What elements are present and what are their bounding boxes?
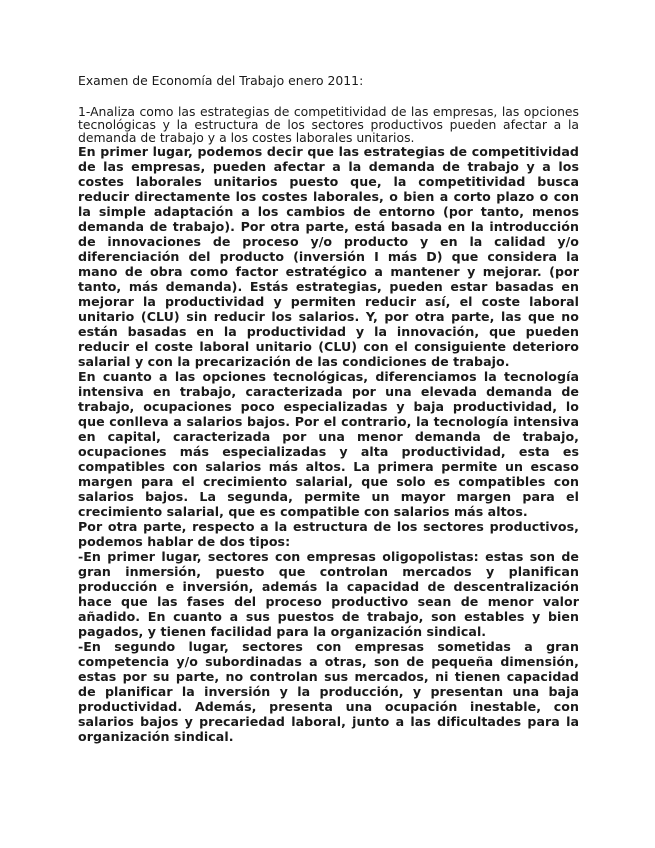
exam-question: 1-Analiza como las estrategias de competitividad de las empresas, las opciones tecnológicas y la estructura de los sectores productivos pueden afectar a la demanda de trabajo y a los costes laborales unitarios. [78,104,579,145]
answer-paragraph-technology: En cuanto a las opciones tecnológicas, diferenciamos la tecnología intensiva en trabajo, caracterizada por una elevada demanda de trabajo, ocupaciones poco especializadas y baja productividad, lo que conlleva a salarios bajos. Por el contrario, la tecnología intensiva en capital, caracterizada por una menor demanda de trabajo, ocupaciones más especializadas y alta productividad, esta es compatibles con salarios más altos. La primera permite un escaso margen para el crecimiento salarial, que solo es compatibles con salarios bajos. La segunda, permite un mayor margen para el crecimiento salarial, que es compatible con salarios más altos. [78,369,579,519]
answer-paragraph-strategies: En primer lugar, podemos decir que las estrategias de competitividad de las empresas, pueden afectar a la demanda de trabajo y a los costes laborales unitarios puesto que, la competitividad busca reducir directamente los costes laborales, o bien a corto plazo o con la simple adaptación a los cambios de entorno (por tanto, menos demanda de trabajo). Por otra parte, está basada en la introducción de innovaciones de proceso y/o producto y en la calidad y/o diferenciación del producto (inversión I más D) que considera la mano de obra como factor estratégico a mantener y mejorar. (por tanto, más demanda). Estás estrategias, pueden estar basadas en mejorar la productividad y permiten reducir así, el coste laboral unitario (CLU) sin reducir los salarios. Y, por otra parte, las que no están basadas en la productividad y la innovación, que pueden reducir el coste laboral unitario (CLU) con el consiguiente deterioro salarial y con la precarización de las condiciones de trabajo. [78,144,579,369]
answer-body [78,144,579,744]
document-page [78,73,579,744]
answer-paragraph-competitive: -En segundo lugar, sectores con empresas sometidas a gran competencia y/o subordinadas a otras, son de pequeña dimensión, estas por su parte, no controlan sus mercados, ni tienen capacidad de planificar la inversión y la producción, y presentan una baja productividad. Además, presenta una ocupación inestable, con salarios bajos y precariedad laboral, junto a las dificultades para la organización sindical. [78,639,579,744]
exam-title: Examen de Economía del Trabajo enero 2011: [78,73,364,88]
answer-paragraph-sectors-intro: Por otra parte, respecto a la estructura de los sectores productivos, podemos hablar de dos tipos: [78,519,579,549]
answer-paragraph-oligopolistic: -En primer lugar, sectores con empresas oligopolistas: estas son de gran inmersión, puesto que controlan mercados y planifican producción e inversión, además la capacidad de descentralización hace que las fases del proceso productivo sean de menor valor añadido. En cuanto a sus puestos de trabajo, son estables y bien pagados, y tienen facilidad para la organización sindical. [78,549,579,639]
